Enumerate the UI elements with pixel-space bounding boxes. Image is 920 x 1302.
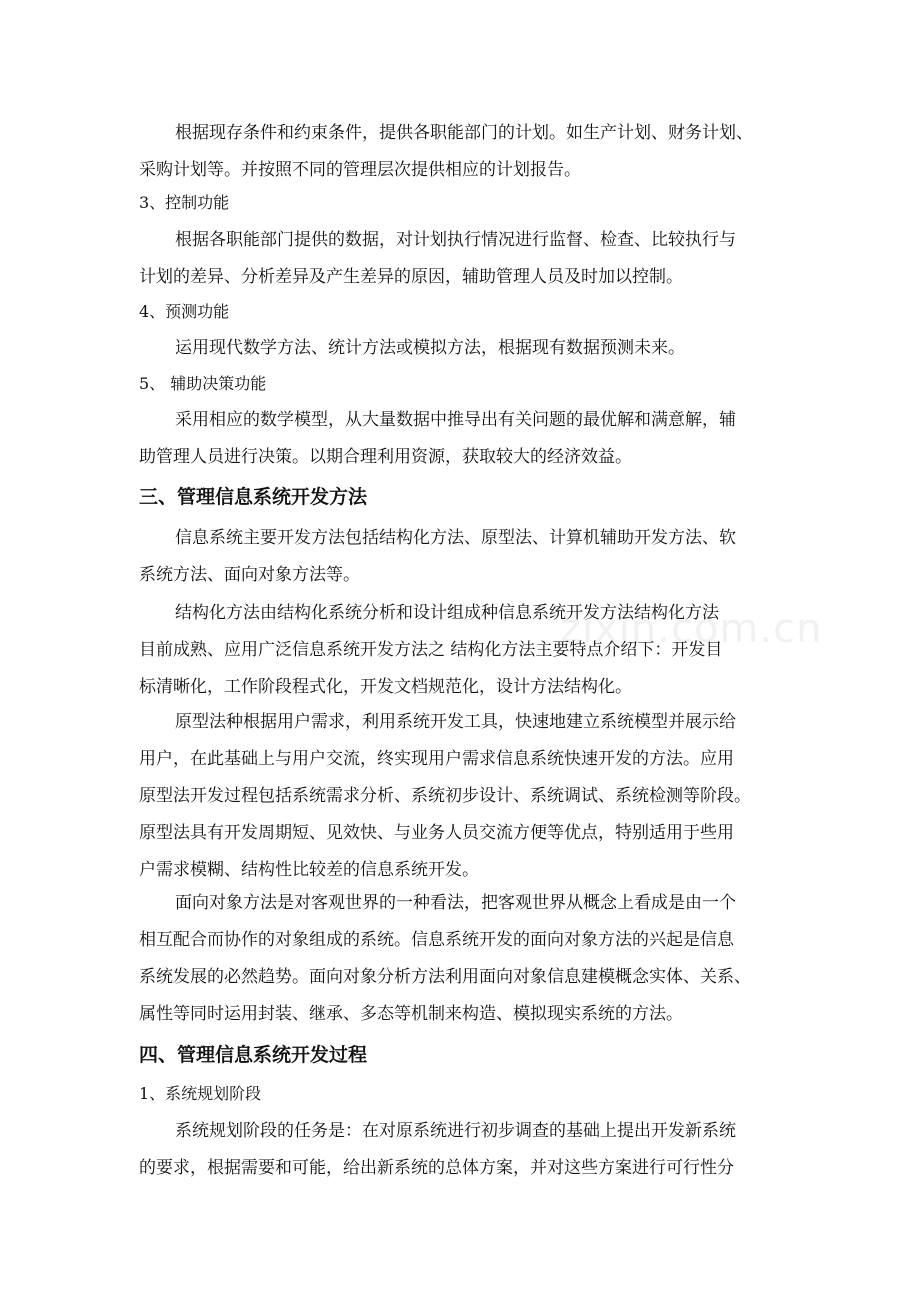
text-line: 标清晰化，工作阶段程式化，开发文档规范化，设计方法结构化。 — [139, 677, 632, 697]
text-line: 原型法具有开发周期短、见效快、与业务人员交流方便等优点，特别适用于些用 — [139, 823, 734, 843]
subheading-control: 3、控制功能 — [139, 193, 230, 212]
paragraph-methods-overview — [139, 520, 799, 594]
text-line: 系统发展的必然趋势。面向对象分析方法利用面向对象信息建模概念实体、关系、 — [139, 967, 751, 987]
text-line: 系统方法、面向对象方法等。 — [139, 565, 360, 585]
text-line: 结构化方法由结构化系统分析和设计组成种信息系统开发方法结构化方法 — [175, 603, 719, 623]
text-line: 根据现存条件和约束条件，提供各职能部门的计划。如生产计划、财务计划、 — [175, 123, 753, 143]
subheading-decision: 5、 辅助决策功能 — [139, 374, 267, 393]
text-line: 采用相应的数学模型，从大量数据中推导出有关问题的最优解和满意解，辅 — [175, 410, 736, 430]
paragraph-planning-stage — [139, 1113, 799, 1187]
subheading-planning-stage: 1、系统规划阶段 — [139, 1084, 262, 1103]
paragraph-forecast — [139, 330, 799, 367]
text-line: 的要求，根据需要和可能，给出新系统的总体方案，并对这些方案进行可行性分 — [139, 1158, 734, 1178]
text-line: 目前成熟、应用广泛信息系统开发方法之 结构化方法主要特点介绍下：开发目 — [139, 640, 723, 660]
text-line: 原型法开发过程包括系统需求分析、系统初步设计、系统调试、系统检测等阶段。 — [139, 786, 751, 806]
text-line: 原型法种根据用户需求，利用系统开发工具，快速地建立系统模型并展示给 — [175, 712, 736, 732]
text-line: 信息系统主要开发方法包括结构化方法、原型法、计算机辅助开发方法、软 — [175, 528, 736, 548]
text-line: 根据各职能部门提供的数据，对计划执行情况进行监督、检查、比较执行与 — [175, 230, 736, 250]
paragraph-prototype-method — [139, 704, 799, 889]
paragraph-planning — [139, 115, 799, 189]
watermark: zixin.com.cn — [560, 606, 823, 652]
text-line: 面向对象方法是对客观世界的一种看法，把客观世界从概念上看成是由一个 — [175, 893, 736, 913]
subheading-forecast: 4、预测功能 — [139, 302, 230, 321]
heading-dev-methods: 三、管理信息系统开发方法 — [139, 486, 368, 508]
heading-dev-process: 四、管理信息系统开发过程 — [139, 1044, 368, 1066]
paragraph-control — [139, 222, 799, 296]
text-line: 用户，在此基础上与用户交流，终实现用户需求信息系统快速开发的方法。应用 — [139, 749, 734, 769]
text-line: 户需求模糊、结构性比较差的信息系统开发。 — [139, 860, 479, 880]
text-line: 相互配合而协作的对象组成的系统。信息系统开发的面向对象方法的兴起是信息 — [139, 930, 734, 950]
text-line: 计划的差异、分析差异及产生差异的原因，辅助管理人员及时加以控制。 — [139, 267, 683, 287]
paragraph-object-oriented — [139, 885, 799, 1033]
text-line: 助管理人员进行决策。以期合理利用资源，获取较大的经济效益。 — [139, 447, 632, 467]
text-line: 系统规划阶段的任务是：在对原系统进行初步调查的基础上提出开发新系统 — [175, 1121, 736, 1141]
text-line: 运用现代数学方法、统计方法或模拟方法，根据现有数据预测未来。 — [175, 338, 685, 358]
text-line: 采购计划等。并按照不同的管理层次提供相应的计划报告。 — [139, 160, 581, 180]
paragraph-decision — [139, 402, 799, 476]
text-line: 属性等同时运用封装、继承、多态等机制来构造、模拟现实系统的方法。 — [139, 1004, 683, 1024]
